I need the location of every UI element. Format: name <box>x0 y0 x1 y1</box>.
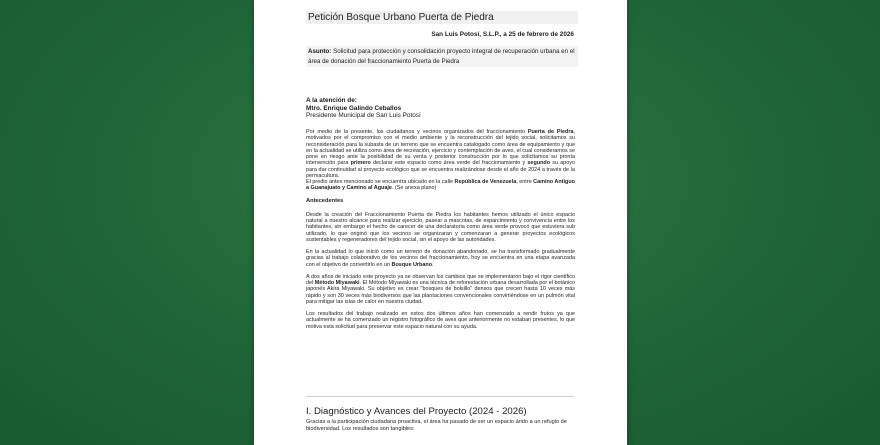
addressee-name: Mtro. Enrique Galindo Ceballos <box>306 104 402 112</box>
text-run: declarar este espacio como área verde del fraccionamiento y <box>370 160 528 167</box>
subject-label: Asunto: <box>308 48 332 55</box>
paragraph-location <box>306 179 575 192</box>
antecedentes-heading: Antecedentes <box>306 197 344 204</box>
section-divider <box>306 396 574 397</box>
subject-block <box>306 46 578 67</box>
text-run: El predio antes mencionado se encuentra ubicado en la calle <box>306 179 455 185</box>
text-run-bold: primero <box>350 160 371 167</box>
text-run: , entre <box>516 179 534 185</box>
paragraph-results: Los resultados del trabajo realizado en estos dos últimos años han comenzado a rendir frutos ya que actualmente se ha comenzado un registro fotográfico de aves que anteriormente no estaban presentes, lo que motiva esta solicitud para preservar este espacio natural con su ayuda. <box>306 311 575 330</box>
text-run: Por medio de la presente, los ciudadanos y vecinos organizados del fraccionamiento <box>306 129 528 135</box>
text-run-bold: Puerta de Piedra <box>527 129 574 135</box>
text-run: . <box>432 261 434 268</box>
addressee-role: Presidente Municipal de San Luis Potosí <box>306 112 421 120</box>
text-run-bold: segundo <box>527 160 551 167</box>
text-run: . (Se anexa plano) <box>391 185 437 192</box>
paragraph-miyawaki <box>306 274 575 305</box>
attention-block <box>306 97 576 120</box>
letter-body <box>306 129 575 336</box>
text-run: , motivados por el compromiso con el medio ambiente y la reconstrucción del tejido social, solicitamos su reconsideración para la subasta de un terreno que se encuentra catalogado como área de equipamiento y que en la actualidad se utiliza como área de recreación, ejercicio y contemplación de aves, el cual consideramos se pone en riesgo ante la posibilidad de su venta y posterior construcción por lo que solicitamos su pronta intervención para <box>306 129 575 167</box>
paragraph-current-state <box>306 249 575 268</box>
text-run: su apoyo para dar continuidad al proyecto ecológico que se encuentra realizándose desde el año de 2024 a través de la permacultura. <box>306 160 575 179</box>
document-page <box>254 0 627 445</box>
text-run: A dos años de iniciado este proyecto ya se observan los cambios que se implementaron bajo el rigor científico del <box>306 273 575 286</box>
section-intro: Gracias a la participación ciudadana proactiva, el área ha pasado de ser un espacio árido a un refugio de biodiversidad. Los resultados son tangibles: <box>306 419 567 432</box>
text-run-bold: República de Venezuela <box>454 179 517 185</box>
attention-label: A la atención de: <box>306 97 357 104</box>
text-run: . El Método Miyawaki es una técnica de reforestación urbana desarrollada por el botánico japonés Akira Miyawaki. Su objetivo es crear "bosques de bolsillo" densos que crecen hasta 10 veces más rápido y son 30 veces más biodiversos que las plantaciones convencionales convirtiéndose en un pulmón vital para mitigar las islas de calor en nuestra ciudad. <box>306 280 576 305</box>
text-run-bold: Bosque Urbano <box>391 261 433 268</box>
section-title: I. Diagnóstico y Avances del Proyecto (2024 - 2026) <box>306 406 527 417</box>
document-title: Petición Bosque Urbano Puerta de Piedra <box>306 11 578 24</box>
text-run-bold: Método Miyawaki <box>314 280 360 286</box>
text-run-bold: Camino Antiguo a Guanajuato y Camino al Aguaje <box>306 179 575 192</box>
place-date: San Luis Potosí, S.L.P., a 25 de febrero de 2026 <box>431 31 574 38</box>
text-run: En la actualidad lo que inició como un terreno de donación abandonado, se ha transformado gradualmente gracias al trabajo colaborativo de los vecinos del fraccionamiento, hoy se encuentra en una etapa avanzada con el objetivo de convertirlo en un <box>306 249 575 268</box>
subject-text: Solicitud para protección y consolidación proyecto integral de recuperación urbana en el área de donación del fraccionamiento Puerta de Piedra <box>308 48 575 65</box>
paragraph-request <box>306 129 575 179</box>
paragraph-history: Desde la creación del Fraccionamiento Puerta de Piedra los habitantes hemos utilizado el único espacio natural a nuestro alcance para realizar ejercicio, pasear a mascotas, de esparcimiento y convivencia entre los habitantes, sin embargo el hecho de carecer de una declaratoria como área verde provocó que estuviera sub utilizado, lo que originó que los vecinos se organizaran y comenzaran a generar proyectos ecológicos sustentables y regeneradores del tejido social, sin el apoyo de las autoridades. <box>306 211 575 243</box>
